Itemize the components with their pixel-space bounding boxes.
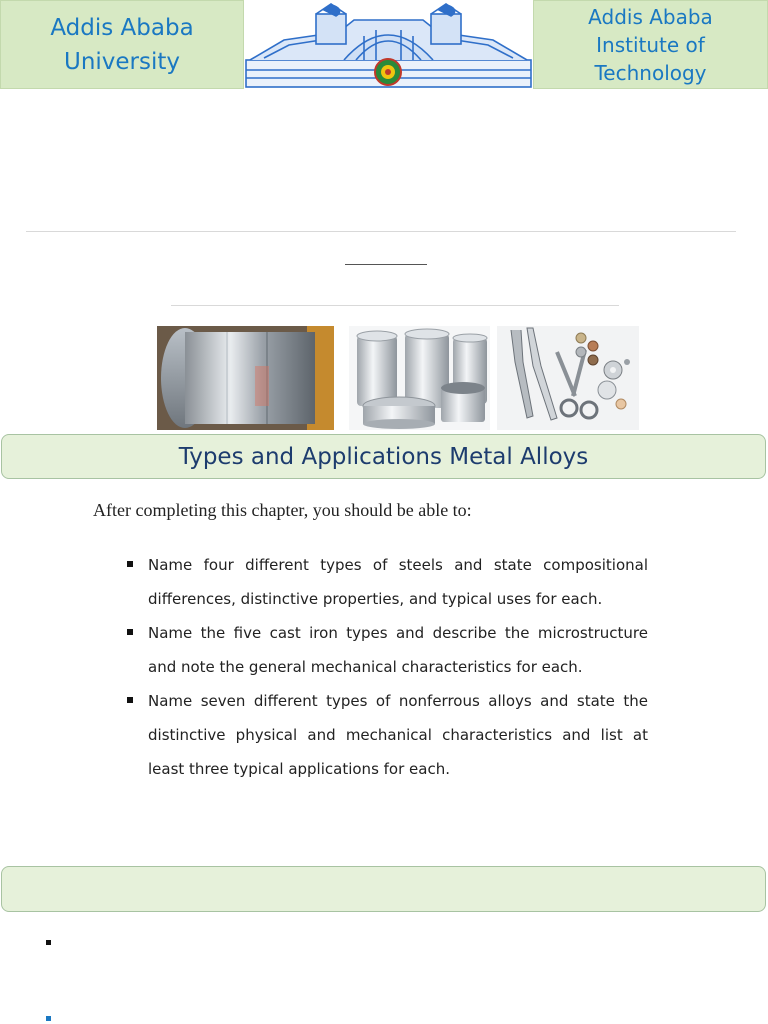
square-bullet-icon (46, 1016, 51, 1021)
university-building-emblem-icon (244, 0, 533, 89)
objective-item (126, 616, 648, 684)
objective-text: Name the five cast iron types and describe the microstructure and note the general mechanical characteristics for each. (148, 624, 648, 676)
divider-line (26, 231, 736, 232)
metal-cans-photo (349, 326, 490, 430)
objective-text: Name four different types of steels and state compositional differences, distinctive properties, and typical uses for each. (148, 556, 648, 608)
divider-line (171, 305, 619, 306)
header-right-text: Addis Ababa Institute of Technology (588, 4, 713, 85)
cutlery-scissors-coins-photo (497, 326, 639, 430)
square-bullet-icon (127, 697, 133, 703)
rolled-metal-sheets-photo (157, 326, 334, 430)
header-left-box (0, 0, 244, 89)
header-right-box (533, 0, 768, 89)
chapter-title: Types and Applications Metal Alloys (178, 443, 589, 470)
square-bullet-icon (127, 629, 133, 635)
objective-text: Name seven different types of nonferrous alloys and state the distinctive physical and mechanical characteristics and list at least three typical applications for each. (148, 692, 648, 778)
objective-item (126, 684, 648, 786)
square-bullet-icon (46, 940, 51, 945)
square-bullet-icon (127, 561, 133, 567)
objectives-list (126, 548, 648, 786)
header-left-text: Addis Ababa University (50, 14, 194, 75)
section-banner (1, 866, 766, 912)
objective-item (126, 548, 648, 616)
intro-text: After completing this chapter, you should be able to: (93, 500, 472, 520)
chapter-title-banner (1, 434, 766, 479)
short-divider-line (345, 264, 427, 265)
